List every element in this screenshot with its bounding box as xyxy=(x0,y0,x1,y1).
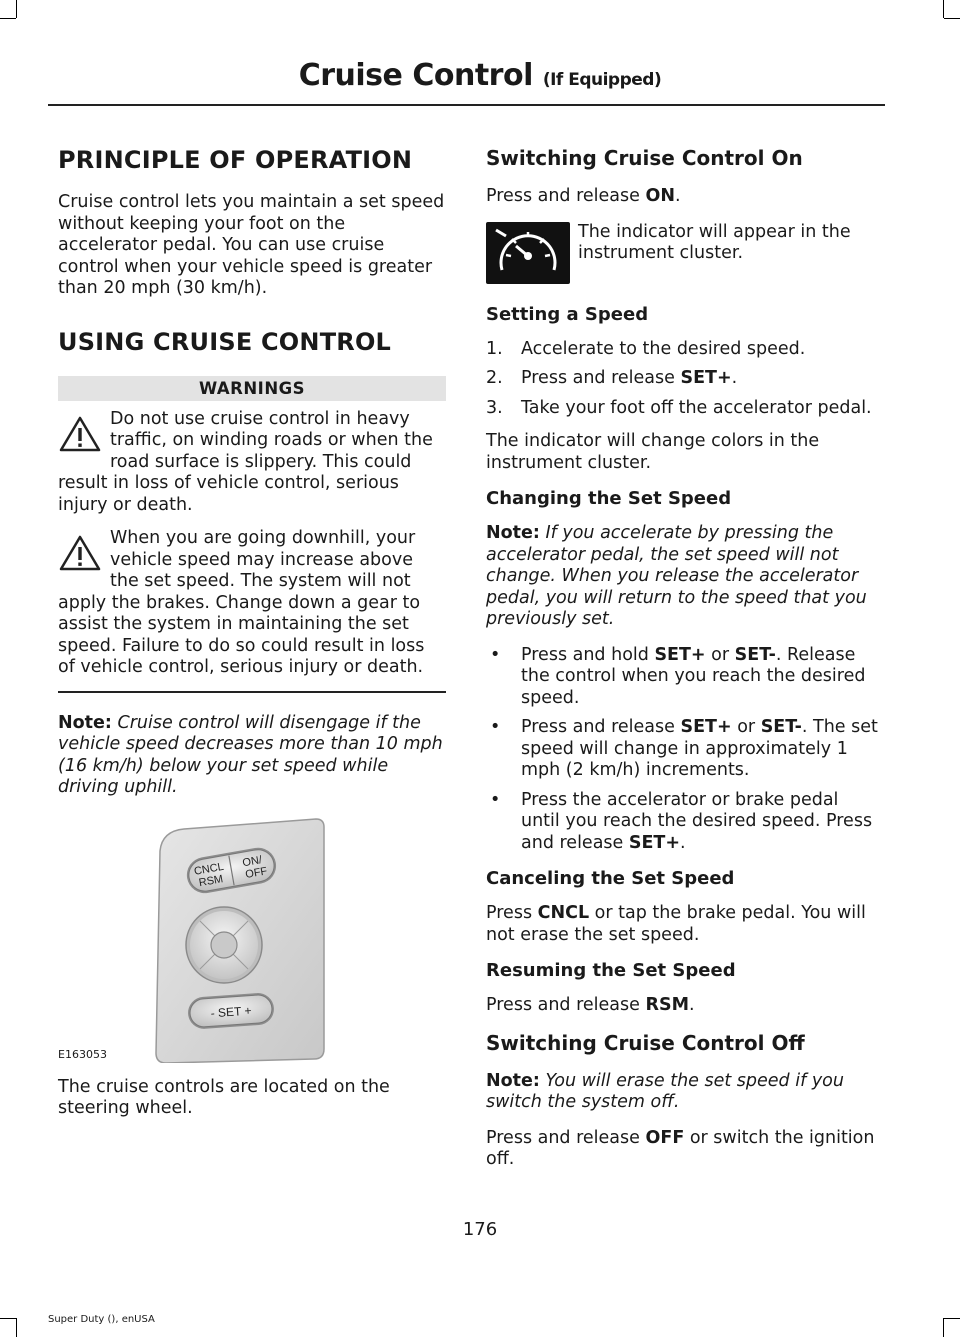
setting-speed-heading: Setting a Speed xyxy=(486,303,649,325)
warnings-label: WARNINGS xyxy=(58,376,446,401)
warning-text: Do not use cruise control in heavy traffic, on winding roads or when the road surface is slippery. This could result in loss of vehicle control, serious injury or death. xyxy=(58,408,433,515)
step-number: 2. xyxy=(486,368,503,388)
note-label: Note: xyxy=(486,1070,540,1091)
cncl-button-label: CNCL xyxy=(193,860,225,878)
principle-heading: PRINCIPLE OF OPERATION xyxy=(58,146,413,174)
text-run: Press xyxy=(486,903,538,923)
list-item xyxy=(486,398,882,420)
list-item xyxy=(486,790,882,855)
bold-run: SET+ xyxy=(680,717,732,737)
bold-run: SET+ xyxy=(628,832,681,853)
text-run: Press and release xyxy=(486,1127,646,1148)
changing-note xyxy=(486,523,882,631)
left-column xyxy=(58,146,446,1134)
text-run: . xyxy=(688,995,695,1015)
note-text: Cruise control will disengage if the vehicle speed decreases more than 10 mph (16 km/h) below your set speed while driving uphill. xyxy=(58,712,443,797)
footer-text: Super Duty (), enUSA xyxy=(48,1314,155,1325)
crop-mark xyxy=(944,1318,960,1319)
text-run: Take your foot off the accelerator pedal. xyxy=(521,397,872,418)
indicator-row xyxy=(486,222,882,292)
on-button-label: ON/ xyxy=(241,853,263,869)
indicator-change-text: The indicator will change colors in the instrument cluster. xyxy=(486,431,820,473)
resuming-text xyxy=(486,995,882,1017)
text-run: or xyxy=(731,717,761,737)
list-item xyxy=(486,717,882,782)
step-number: 1. xyxy=(486,338,503,359)
crop-mark xyxy=(943,1318,944,1337)
bullet: • xyxy=(490,717,501,737)
indicator-text: The indicator will appear in the instrument cluster. xyxy=(578,221,851,263)
text-run: Press and release xyxy=(486,186,646,206)
text-run: Press and release xyxy=(521,368,681,388)
steering-wheel-controls-illustration xyxy=(58,813,446,1063)
note xyxy=(58,713,446,799)
note-text: You will erase the set speed if you switch the system off. xyxy=(486,1070,844,1112)
text-run: . Release the control when you reach the desired speed. xyxy=(521,644,866,708)
switching-off-note xyxy=(486,1071,882,1114)
text-run: Accelerate to the desired speed. xyxy=(521,338,806,359)
set-button-label: - SET + xyxy=(210,1003,252,1020)
text-run: . The set speed will change in approximately 1 mph (2 km/h) increments. xyxy=(521,717,878,780)
step-number: 3. xyxy=(486,397,503,418)
bold-run: CNCL xyxy=(537,903,590,923)
note-text: If you accelerate by pressing the accelerator pedal, the set speed will not change. When you release the accelerator pedal, you will return to the speed that you previously set. xyxy=(486,523,867,629)
text-run: or xyxy=(705,644,735,665)
crop-mark xyxy=(0,1318,16,1319)
page-number: 176 xyxy=(462,1219,498,1240)
rsm-button-label: RSM xyxy=(197,872,225,889)
text-run: or switch the ignition off. xyxy=(486,1127,875,1169)
crop-mark xyxy=(16,1318,17,1337)
switching-off-text xyxy=(486,1128,882,1171)
text-run: . xyxy=(731,368,738,388)
note-label: Note: xyxy=(486,523,540,543)
list-item xyxy=(486,368,882,390)
text-run: Press and release xyxy=(521,717,681,737)
crop-mark xyxy=(944,18,960,19)
resuming-speed-heading: Resuming the Set Speed xyxy=(486,960,736,981)
warning-triangle-icon xyxy=(58,415,102,453)
crop-mark xyxy=(943,0,944,18)
figure-caption: E163053 xyxy=(58,1047,107,1061)
text-run: Press and release xyxy=(486,995,646,1015)
speedometer-icon xyxy=(486,222,570,284)
header-divider xyxy=(48,104,885,106)
switching-on-text xyxy=(486,186,882,208)
cruise-indicator xyxy=(486,222,570,284)
setting-steps-list xyxy=(486,339,882,420)
text-run: Press the accelerator or brake pedal until you reach the desired speed. Press and release xyxy=(521,789,873,853)
bold-run: RSM xyxy=(645,995,689,1015)
page-title xyxy=(0,58,960,93)
text-run: . xyxy=(675,186,681,206)
bullet: • xyxy=(490,644,501,665)
note-label: Note: xyxy=(58,712,112,733)
canceling-speed-heading: Canceling the Set Speed xyxy=(486,868,735,889)
canceling-text xyxy=(486,903,882,946)
list-item xyxy=(486,645,882,710)
off-button-label: OFF xyxy=(244,864,269,881)
text-run: Press and hold xyxy=(521,644,655,665)
cruise-controls-figure xyxy=(58,813,446,1063)
list-item xyxy=(486,339,882,361)
title-main: Cruise Control xyxy=(298,58,533,93)
principle-text: Cruise control lets you maintain a set speed without keeping your foot on the accelerator pedal. You can use cruise control when your vehicle speed is greater than 20 mph (30 km/h). xyxy=(58,192,445,298)
bold-run: SET+ xyxy=(680,368,732,388)
text-run: or tap the brake pedal. You will not erase the set speed. xyxy=(486,903,866,945)
bold-run: OFF xyxy=(645,1127,685,1148)
changing-speed-heading: Changing the Set Speed xyxy=(486,488,732,509)
text-run: . xyxy=(680,832,686,853)
bold-run: SET+ xyxy=(654,644,706,665)
warnings-divider xyxy=(58,691,446,693)
right-column xyxy=(486,146,882,1185)
bullet: • xyxy=(490,789,501,810)
bold-run: SET- xyxy=(734,644,776,665)
title-subtitle: (If Equipped) xyxy=(542,70,662,90)
switching-on-heading: Switching Cruise Control On xyxy=(486,146,803,170)
crop-mark xyxy=(0,18,16,19)
using-heading: USING CRUISE CONTROL xyxy=(58,327,392,356)
switching-off-heading: Switching Cruise Control Off xyxy=(486,1030,805,1055)
warning-block xyxy=(58,409,446,517)
warning-text: When you are going downhill, your vehicle speed may increase above the set speed. The system will not apply the brakes. Change down a gear to assist the system in maintaining the set speed. Failure to do so could result in loss of vehicle control, serious injury or death. xyxy=(58,528,425,677)
warning-block xyxy=(58,528,446,679)
controls-location-text: The cruise controls are located on the steering wheel. xyxy=(58,1076,390,1118)
crop-mark xyxy=(16,0,17,18)
changing-speed-list xyxy=(486,645,882,855)
bold-run: ON xyxy=(645,186,676,206)
bold-run: SET- xyxy=(760,717,802,737)
warning-triangle-icon xyxy=(58,534,102,572)
